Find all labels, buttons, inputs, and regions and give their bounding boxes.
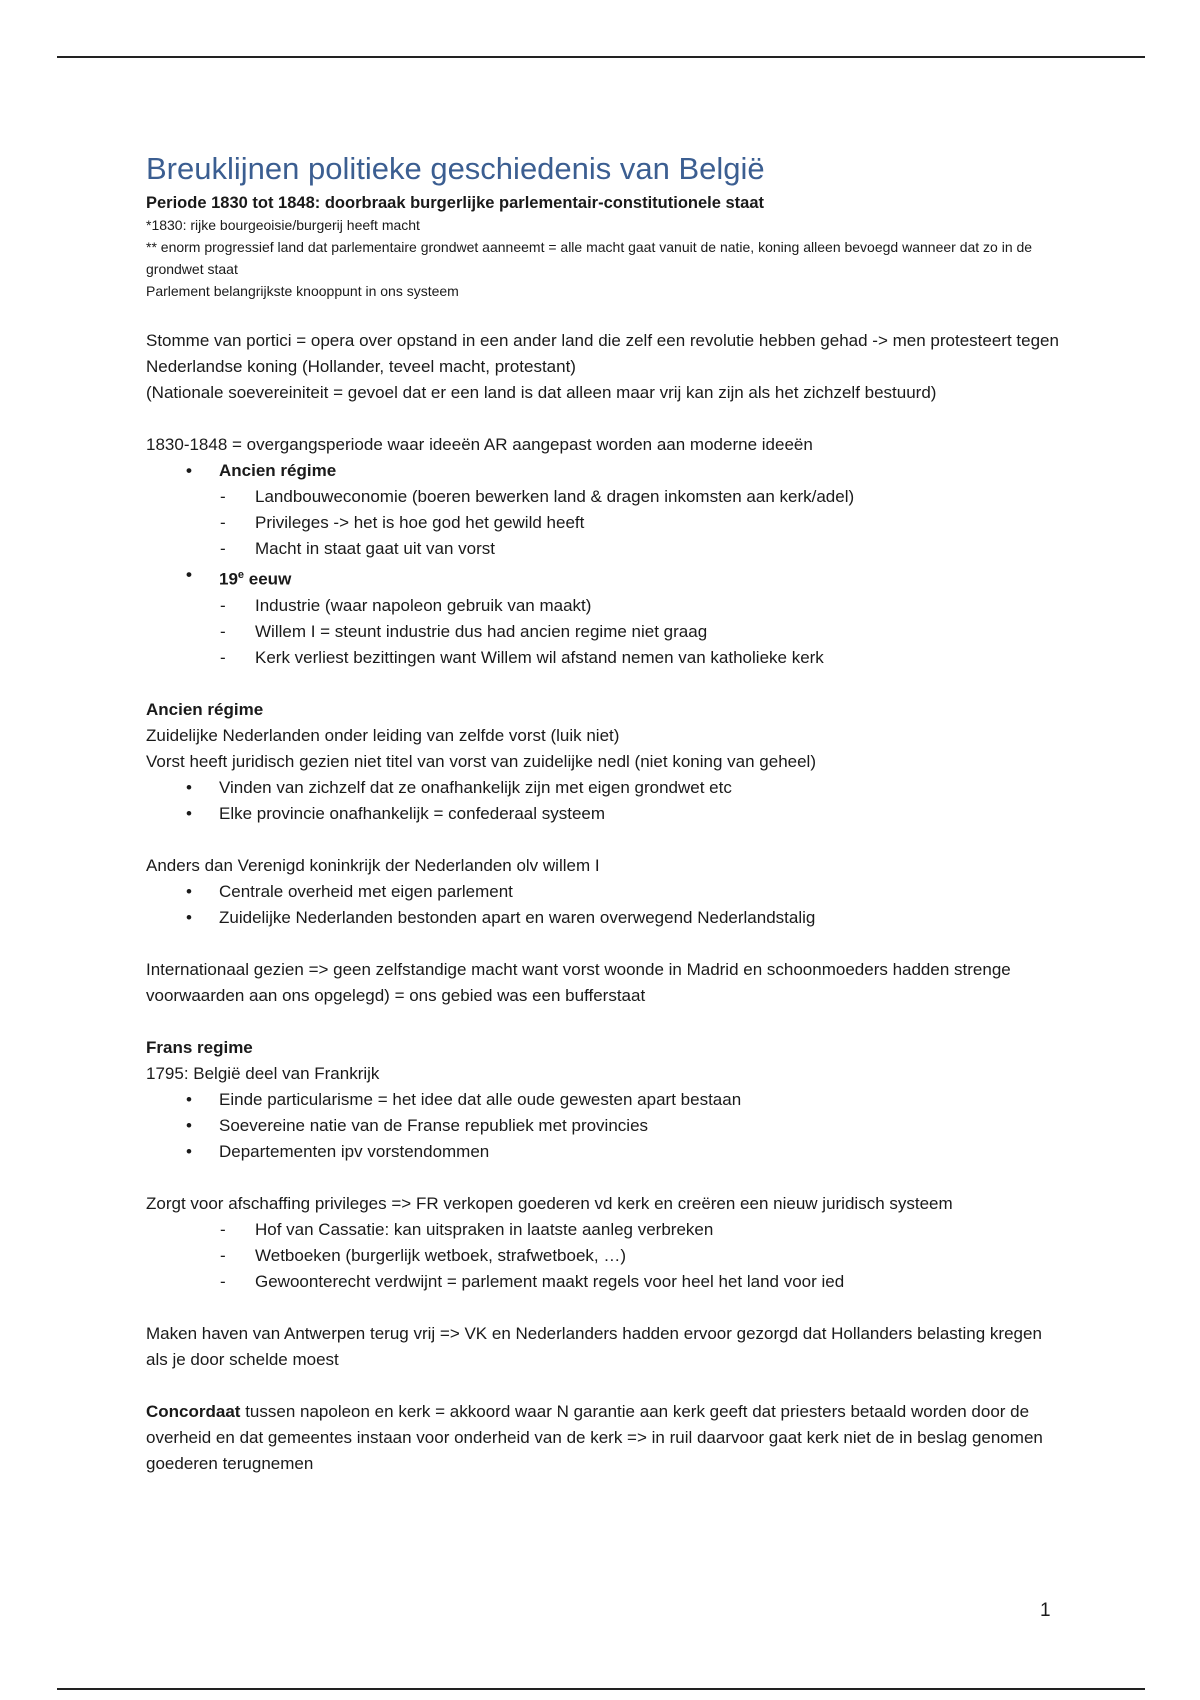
- zorgt-intro: Zorgt voor afschaffing privileges => FR verkopen goederen vd kerk en creëren een nieuw juridisch systeem: [146, 1193, 953, 1213]
- list-item: • Elke provincie onafhankelijk = confederaal systeem: [146, 801, 1066, 827]
- ancien-list: [146, 775, 1066, 827]
- internationaal-paragraph: Internationaal gezien => geen zelfstandige macht want vorst woonde in Madrid en schoonmoeders hadden strenge voorwaarden aan ons opgelegd) = ons gebied was een bufferstaat: [146, 959, 1011, 1005]
- paragraph-line: Zuidelijke Nederlanden onder leiding van zelfde vorst (luik niet): [146, 725, 620, 745]
- list-item: [146, 562, 1066, 593]
- overgang-intro: 1830-1848 = overgangsperiode waar ideeën AR aangepast worden aan moderne ideeën: [146, 435, 813, 454]
- concordaat-term: Concordaat: [146, 1401, 241, 1421]
- page-number: 1: [1040, 1600, 1051, 1621]
- list-item: - Privileges -> het is hoe god het gewild heeft: [146, 510, 1066, 536]
- list-item: - Macht in staat gaat uit van vorst: [146, 536, 1066, 562]
- period-heading: Periode 1830 tot 1848: doorbraak burgerlijke parlementair-constitutionele staat: [146, 194, 765, 212]
- list-item: - Hof van Cassatie: kan uitspraken in laatste aanleg verbreken: [146, 1217, 1066, 1243]
- haven-paragraph: Maken haven van Antwerpen terug vrij => VK en Nederlanders hadden ervoor gezorgd dat Hollanders belasting kregen als je door schelde moest: [146, 1323, 1042, 1369]
- stomme-paragraph: Stomme van portici = opera over opstand in een ander land die zelf een revolutie hebben gehad -> men protesteert tegen Nederlandse koning (Hollander, teveel macht, protestant): [146, 331, 1059, 376]
- list-item: - Wetboeken (burgerlijk wetboek, strafwetboek, …): [146, 1243, 1066, 1269]
- list-item: - Willem I = steunt industrie dus had ancien regime niet graag: [146, 619, 1066, 645]
- section-heading: Frans regime: [146, 1037, 253, 1057]
- overgang-list: [146, 458, 1066, 671]
- list-item: • Soevereine natie van de Franse republiek met provincies: [146, 1113, 1066, 1139]
- anders-intro: Anders dan Verenigd koninkrijk der Nederlanden olv willem I: [146, 855, 600, 875]
- header-rule: [57, 56, 1145, 58]
- eeuw-rest: eeuw: [244, 569, 292, 589]
- list-item: - Industrie (waar napoleon gebruik van maakt): [146, 593, 1066, 619]
- eeuw-superscript: e: [237, 569, 245, 581]
- list-item: • Ancien régime: [146, 458, 1066, 484]
- note-line: Parlement belangrijkste knooppunt in ons systeem: [146, 283, 459, 299]
- frans-list: [146, 1087, 1066, 1165]
- eeuw-number: 19: [219, 569, 238, 589]
- concordaat-paragraph: [146, 1399, 1066, 1477]
- anders-list: [146, 879, 1066, 931]
- list-item: • Centrale overheid met eigen parlement: [146, 879, 1066, 905]
- frans-intro: 1795: België deel van Frankrijk: [146, 1063, 380, 1083]
- concordaat-text: tussen napoleon en kerk = akkoord waar N garantie aan kerk geeft dat priesters betaald worden door de overheid en dat gemeentes instaan voor onderheid van de kerk => in ruil daarvoor gaat kerk niet de in beslag genomen goederen terugnemen: [146, 1401, 1043, 1473]
- footer-rule: [57, 1688, 1145, 1690]
- list-item: • Departementen ipv vorstendommen: [146, 1139, 1066, 1165]
- note-line: ** enorm progressief land dat parlementaire grondwet aanneemt = alle macht gaat vanuit de natie, koning alleen bevoegd wanneer dat zo in de grondwet staat: [146, 239, 1033, 277]
- document-title: Breuklijnen politieke geschiedenis van België: [146, 151, 765, 186]
- list-item: • Zuidelijke Nederlanden bestonden apart en waren overwegend Nederlandstalig: [146, 905, 1066, 931]
- list-item: - Kerk verliest bezittingen want Willem wil afstand nemen van katholieke kerk: [146, 645, 1066, 671]
- soevereiniteit-paragraph: (Nationale soevereiniteit = gevoel dat er een land is dat alleen maar vrij kan zijn als het zichzelf bestuurd): [146, 383, 937, 402]
- note-line: *1830: rijke bourgeoisie/burgerij heeft macht: [146, 217, 420, 233]
- list-item: - Gewoonterecht verdwijnt = parlement maakt regels voor heel het land voor ied: [146, 1269, 1066, 1295]
- paragraph-line: Vorst heeft juridisch gezien niet titel van vorst van zuidelijke nedl (niet koning van geheel): [146, 751, 816, 771]
- section-heading: Ancien régime: [146, 699, 264, 719]
- list-item: - Landbouweconomie (boeren bewerken land & dragen inkomsten aan kerk/adel): [146, 484, 1066, 510]
- list-item: • Einde particularisme = het idee dat alle oude gewesten apart bestaan: [146, 1087, 1066, 1113]
- zorgt-list: [146, 1217, 1066, 1295]
- document-body: [146, 148, 1066, 1477]
- list-item: • Vinden van zichzelf dat ze onafhankelijk zijn met eigen grondwet etc: [146, 775, 1066, 801]
